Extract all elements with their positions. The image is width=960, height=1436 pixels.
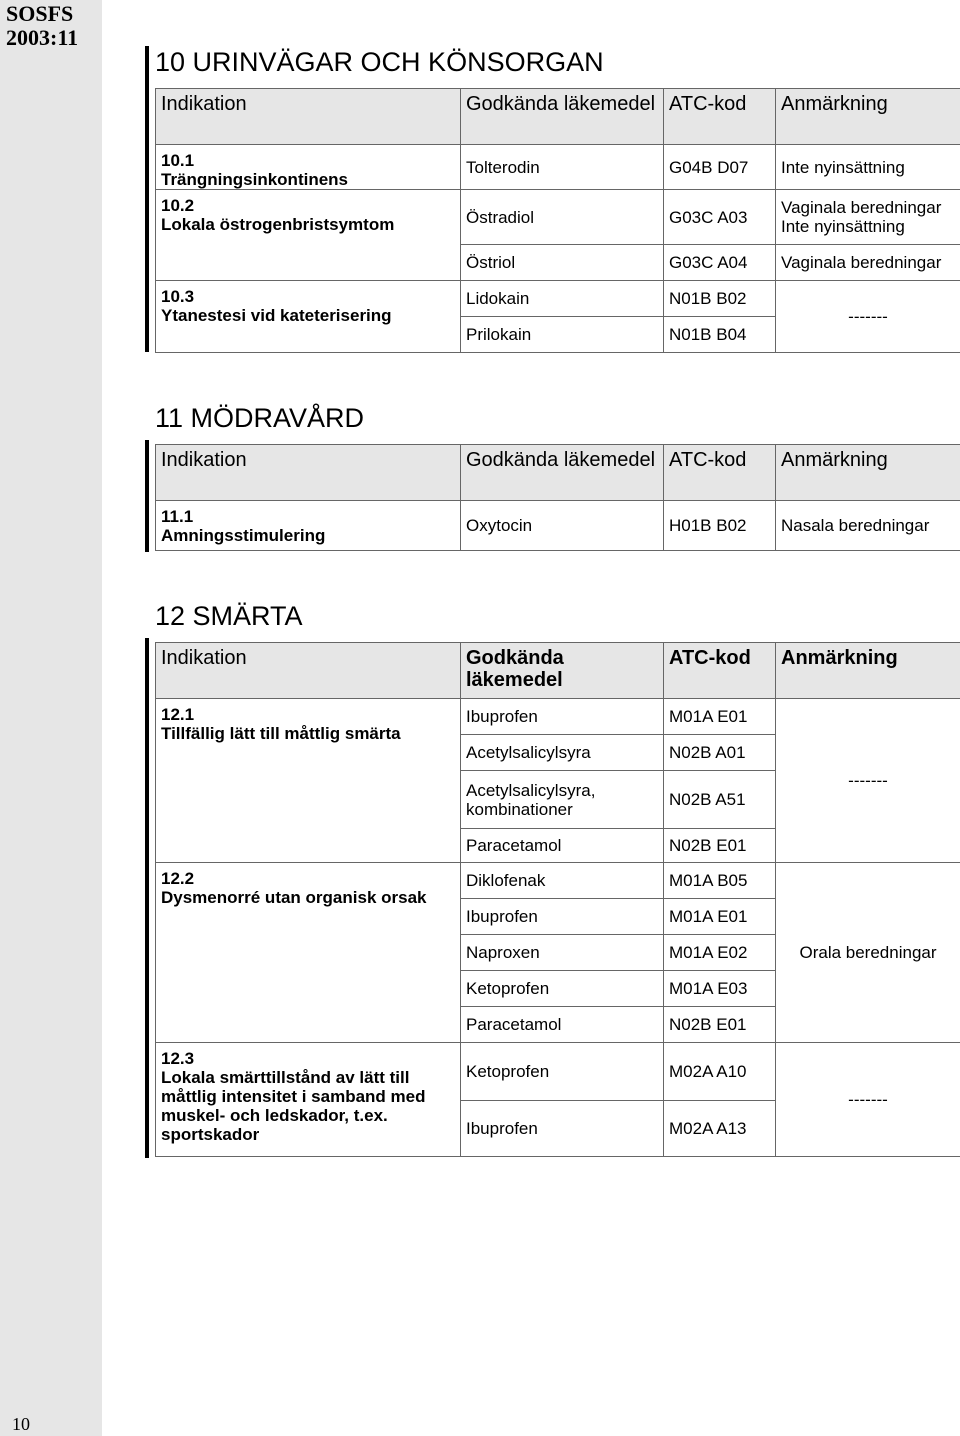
col-atc: ATC-kod bbox=[664, 445, 776, 501]
table-header bbox=[156, 643, 960, 699]
remark-cell: Orala beredningar bbox=[776, 863, 960, 1043]
table-row bbox=[156, 281, 960, 317]
atc-cell: N02B A01 bbox=[664, 735, 776, 771]
indication-cell bbox=[156, 699, 461, 863]
drug-cell: Lidokain bbox=[461, 281, 664, 317]
remark-cell: Nasala beredningar bbox=[776, 501, 960, 551]
col-remark: Anmärkning bbox=[776, 89, 960, 145]
indication-cell bbox=[156, 190, 461, 281]
remark-cell: Vaginala beredningar Inte nyinsättning bbox=[776, 190, 960, 245]
col-indication: Indikation bbox=[156, 643, 461, 699]
drug-cell: Paracetamol bbox=[461, 829, 664, 863]
drug-table bbox=[155, 642, 960, 1157]
atc-cell: G03C A03 bbox=[664, 190, 776, 245]
indication-cell bbox=[156, 145, 461, 190]
section-bar bbox=[145, 46, 149, 352]
table-row bbox=[156, 145, 960, 190]
indication-number: 12.3 bbox=[161, 1049, 195, 1068]
indication-number: 12.1 bbox=[161, 705, 195, 724]
atc-cell: G03C A04 bbox=[664, 245, 776, 281]
col-drugs: Godkända läkemedel bbox=[461, 643, 664, 699]
drug-cell: Paracetamol bbox=[461, 1007, 664, 1043]
section-title: 11 MÖDRAVÅRD bbox=[155, 403, 365, 433]
remark-cell: ------- bbox=[776, 281, 960, 353]
indication-text: Tillfällig lätt till måttlig smärta bbox=[161, 724, 401, 743]
remark-cell: ------- bbox=[776, 699, 960, 863]
atc-cell: M01A E01 bbox=[664, 899, 776, 935]
atc-cell: M01A E02 bbox=[664, 935, 776, 971]
drug-cell: Acetylsalicylsyra bbox=[461, 735, 664, 771]
col-indication: Indikation bbox=[156, 89, 461, 145]
table-row bbox=[156, 699, 960, 735]
atc-cell: H01B B02 bbox=[664, 501, 776, 551]
drug-cell: Östradiol bbox=[461, 190, 664, 245]
drug-cell: Östriol bbox=[461, 245, 664, 281]
indication-number: 10.2 bbox=[161, 196, 195, 215]
drug-cell: Ketoprofen bbox=[461, 1043, 664, 1101]
atc-cell: M01A E01 bbox=[664, 699, 776, 735]
col-indication: Indikation bbox=[156, 445, 461, 501]
indication-text: Dysmenorré utan organisk orsak bbox=[161, 888, 427, 907]
atc-cell: N01B B02 bbox=[664, 281, 776, 317]
indication-number: 12.2 bbox=[161, 869, 195, 888]
table-row bbox=[156, 190, 960, 245]
section-bar bbox=[145, 440, 149, 552]
atc-cell: G04B D07 bbox=[664, 145, 776, 190]
remark-cell: ------- bbox=[776, 1043, 960, 1157]
indication-number: 10.1 bbox=[161, 151, 195, 170]
section-title: 10 URINVÄGAR OCH KÖNSORGAN bbox=[155, 47, 604, 77]
table-row bbox=[156, 863, 960, 899]
section-12 bbox=[145, 594, 960, 1160]
atc-cell: M02A A10 bbox=[664, 1043, 776, 1101]
drug-cell: Ketoprofen bbox=[461, 971, 664, 1007]
drug-cell: Tolterodin bbox=[461, 145, 664, 190]
remark-cell: Inte nyinsättning bbox=[776, 145, 960, 190]
indication-text: Lokala smärttillstånd av lätt till måttlig intensitet i samband med muskel- och ledskador, t.ex. sportskador bbox=[161, 1068, 426, 1144]
indication-cell bbox=[156, 863, 461, 1043]
drug-table bbox=[155, 88, 960, 353]
table-header bbox=[156, 445, 960, 501]
indication-text: Lokala östrogenbristsymtom bbox=[161, 215, 395, 234]
atc-cell: M02A A13 bbox=[664, 1101, 776, 1157]
col-remark: Anmärkning bbox=[776, 445, 960, 501]
indication-cell bbox=[156, 281, 461, 353]
drug-cell: Naproxen bbox=[461, 935, 664, 971]
col-atc: ATC-kod bbox=[664, 643, 776, 699]
col-drugs: Godkända läkemedel bbox=[461, 445, 664, 501]
table-header bbox=[156, 89, 960, 145]
atc-cell: M01A E03 bbox=[664, 971, 776, 1007]
atc-cell: N02B E01 bbox=[664, 829, 776, 863]
indication-cell bbox=[156, 1043, 461, 1157]
drug-cell: Diklofenak bbox=[461, 863, 664, 899]
section-bar bbox=[145, 638, 149, 1158]
page-number: 10 bbox=[12, 1414, 30, 1434]
indication-cell bbox=[156, 501, 461, 551]
section-10 bbox=[145, 40, 960, 352]
section-title: 12 SMÄRTA bbox=[155, 601, 303, 631]
drug-cell: Ibuprofen bbox=[461, 899, 664, 935]
drug-cell: Oxytocin bbox=[461, 501, 664, 551]
drug-cell: Prilokain bbox=[461, 317, 664, 353]
table-row bbox=[156, 1043, 960, 1101]
indication-text: Trängningsinkontinens bbox=[161, 170, 349, 189]
margin-band bbox=[0, 0, 102, 1436]
drug-cell: Ibuprofen bbox=[461, 1101, 664, 1157]
drug-cell: Acetylsalicylsyra, kombinationer bbox=[461, 771, 664, 829]
atc-cell: N02B E01 bbox=[664, 1007, 776, 1043]
indication-number: 10.3 bbox=[161, 287, 195, 306]
atc-cell: N01B B04 bbox=[664, 317, 776, 353]
indication-text: Ytanestesi vid kateterisering bbox=[161, 306, 392, 325]
drug-cell: Ibuprofen bbox=[461, 699, 664, 735]
indication-text: Amningsstimulering bbox=[161, 526, 326, 545]
drug-table bbox=[155, 444, 960, 551]
atc-cell: M01A B05 bbox=[664, 863, 776, 899]
table-row bbox=[156, 501, 960, 551]
col-remark: Anmärkning bbox=[776, 643, 960, 699]
col-atc: ATC-kod bbox=[664, 89, 776, 145]
document-id: SOSFS 2003:11 bbox=[6, 1, 79, 50]
section-11 bbox=[145, 396, 960, 552]
atc-cell: N02B A51 bbox=[664, 771, 776, 829]
indication-number: 11.1 bbox=[161, 507, 194, 526]
remark-cell: Vaginala beredningar bbox=[776, 245, 960, 281]
col-drugs: Godkända läkemedel bbox=[461, 89, 664, 145]
